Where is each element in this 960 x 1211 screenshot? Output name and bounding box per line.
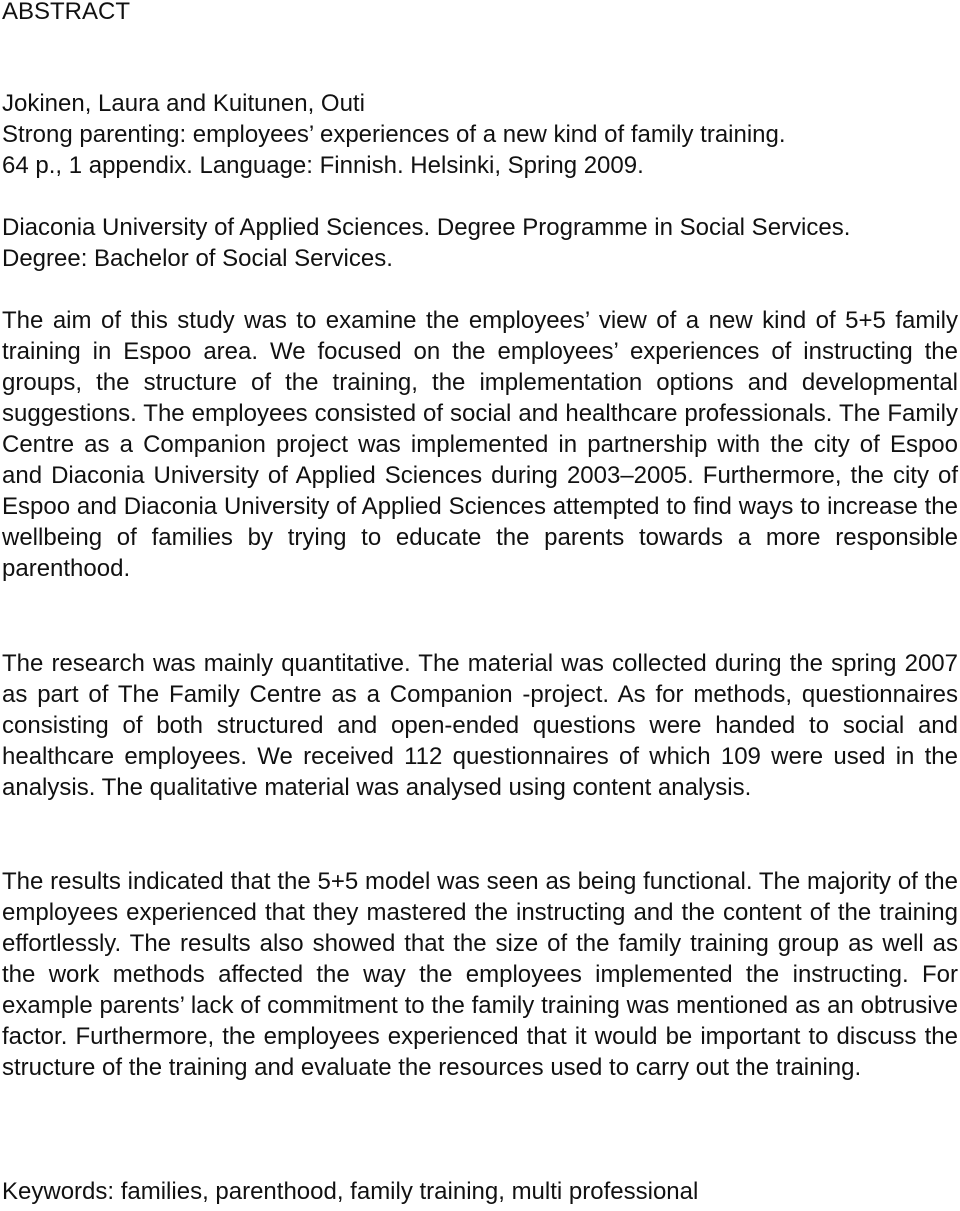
thesis-title-line: Strong parenting: employees’ experiences of a new kind of family training.: [2, 121, 786, 148]
authors-line: Jokinen, Laura and Kuitunen, Outi: [2, 90, 365, 117]
pages-language-line: 64 p., 1 appendix. Language: Finnish. Helsinki, Spring 2009.: [2, 152, 644, 179]
abstract-paragraph-results: The results indicated that the 5+5 model was seen as being functional. The majority of the employees experienced that they mastered the instructing and the content of the training effortlessly. The results also showed that the size of the family training group as well as the work methods affected the way the employees implemented the instructing. For example parents’ lack of commitment to the family training was mentioned as an obtrusive factor. Furthermore, the employees experienced that it would be important to discuss the structure of the training and evaluate the resources used to carry out the training.: [2, 868, 958, 1081]
page-heading: ABSTRACT: [2, 0, 131, 25]
abstract-paragraph-method: The research was mainly quantitative. The material was collected during the spring 2007 as part of The Family Centre as a Companion -project. As for methods, questionnaires consisting of both structured and open-ended questions were handed to social and healthcare employees. We received 112 questionnaires of which 109 were used in the analysis. The qualitative material was analysed using content analysis.: [2, 650, 958, 801]
keywords-line: Keywords: families, parenthood, family training, multi professional: [2, 1178, 699, 1205]
institution-line: Diaconia University of Applied Sciences. Degree Programme in Social Services.: [2, 214, 851, 241]
degree-line: Degree: Bachelor of Social Services.: [2, 245, 393, 272]
abstract-paragraph-aim: The aim of this study was to examine the employees’ view of a new kind of 5+5 family training in Espoo area. We focused on the employees’ experiences of instructing the groups, the structure of the training, the implementation options and developmental suggestions. The employees consisted of social and healthcare professionals. The Family Centre as a Companion project was implemented in partnership with the city of Espoo and Diaconia University of Applied Sciences during 2003–2005. Furthermore, the city of Espoo and Diaconia University of Applied Sciences attempted to find ways to increase the wellbeing of families by trying to educate the parents towards a more responsible parenthood.: [2, 307, 958, 582]
